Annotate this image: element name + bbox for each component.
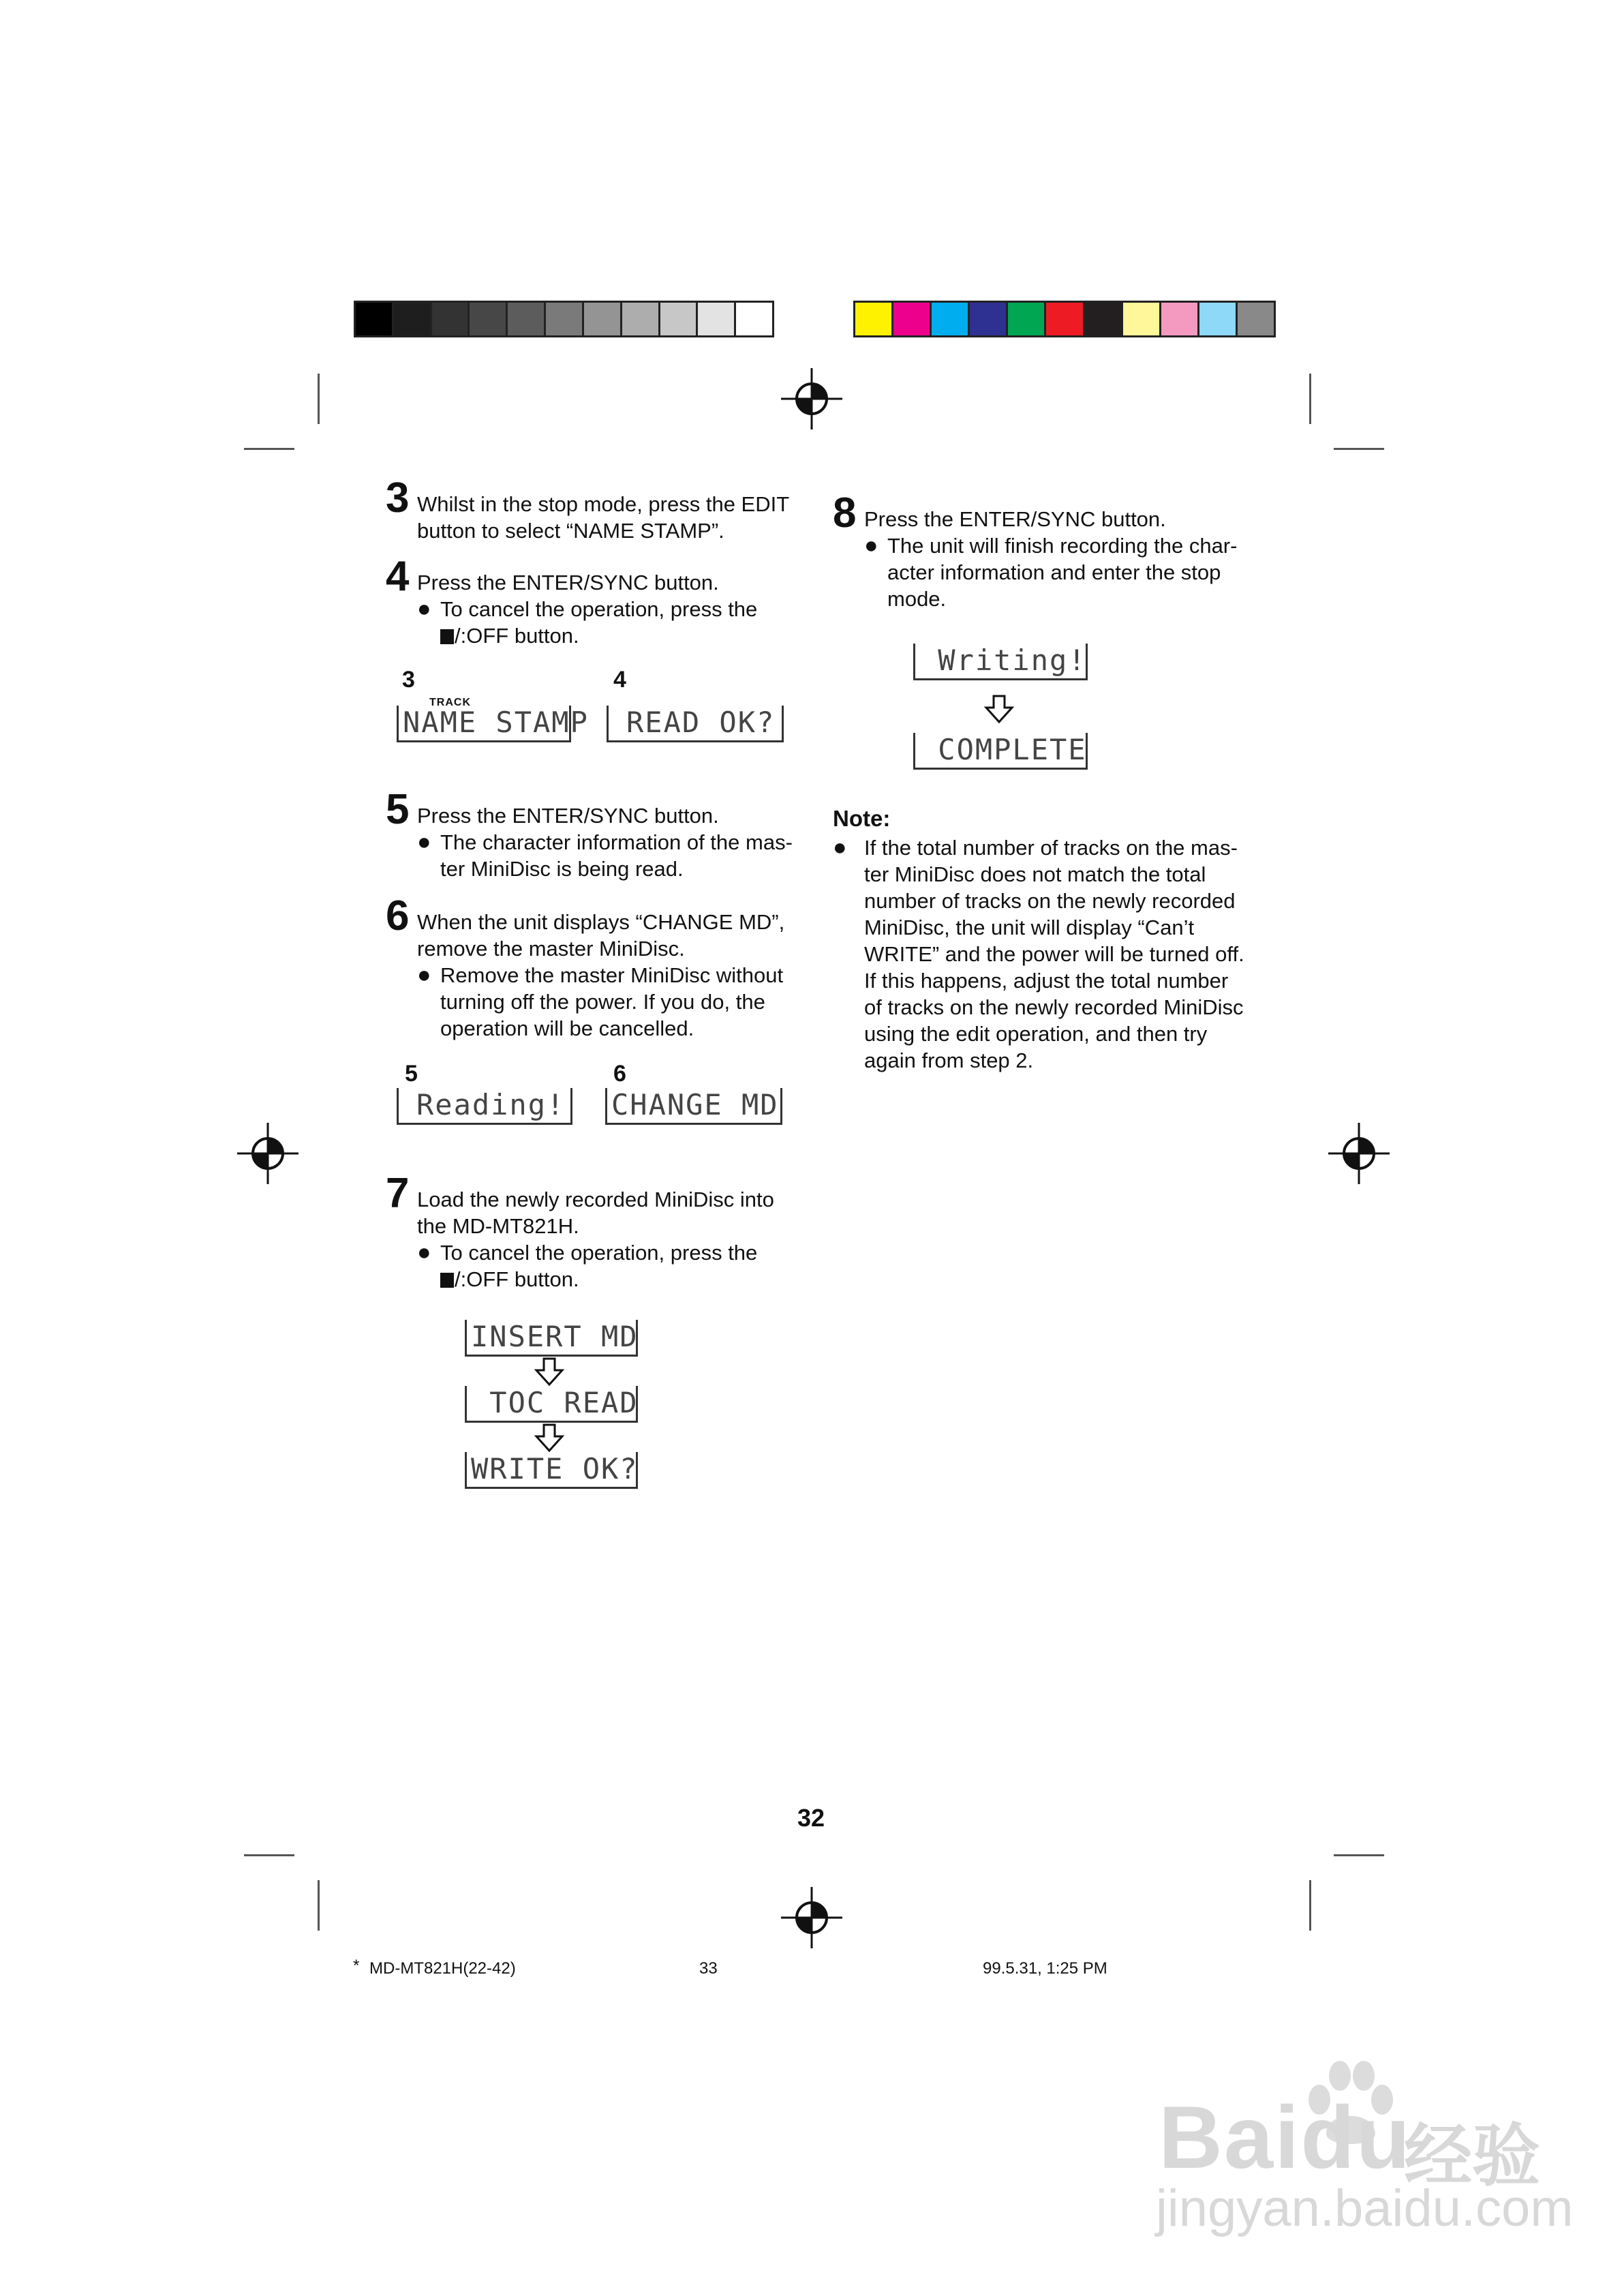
step-number: 6 — [386, 892, 410, 939]
gray-swatch — [432, 303, 470, 335]
note-line: ter MiniDisc does not match the total — [864, 862, 1206, 886]
text-line: the MD-MT821H. — [417, 1214, 579, 1238]
footer-sheet: 33 — [699, 1959, 718, 1978]
step-5-text: Press the ENTER/SYNC button. — [417, 804, 719, 828]
note-text — [864, 834, 1244, 1074]
watermark-cn: 经验 — [1404, 2118, 1540, 2194]
watermark-url: jingyan.baidu.com — [1156, 2179, 1574, 2237]
note-heading: Note: — [833, 806, 891, 831]
gray-swatch — [584, 303, 622, 335]
bullet-line: Remove the master MiniDisc without — [440, 963, 784, 987]
display-label: 6 — [613, 1061, 626, 1087]
trim-mark — [1334, 448, 1384, 450]
bullet-line: /:OFF button. — [455, 1267, 579, 1291]
bullet-line: To cancel the operation, press the — [440, 597, 758, 621]
stop-square-icon — [440, 629, 454, 644]
track-indicator: TRACK — [429, 697, 471, 708]
gray-swatch — [356, 303, 394, 335]
step-3-text: Whilst in the stop mode, press the EDIT button to select “NAME STAMP”. — [417, 492, 789, 543]
gray-swatch — [394, 303, 432, 335]
step-7-text — [417, 1186, 812, 1239]
lcd-display-write-ok: WRITE OK? — [465, 1452, 638, 1489]
registration-target-icon — [1328, 1123, 1390, 1184]
display-label: 4 — [613, 667, 626, 693]
bullet-icon: ● — [417, 1239, 431, 1265]
color-swatch — [1161, 303, 1199, 335]
step-4-text: Press the ENTER/SYNC button. — [417, 571, 719, 594]
step-number: 3 — [386, 474, 410, 522]
gray-swatch — [622, 303, 660, 335]
gray-swatch — [698, 303, 736, 335]
note-line: of tracks on the newly recorded MiniDisc — [864, 995, 1244, 1019]
step-number: 7 — [386, 1170, 410, 1217]
bullet-line: To cancel the operation, press the — [440, 1241, 758, 1265]
trim-mark — [1309, 374, 1311, 424]
gray-swatch — [736, 303, 772, 335]
stop-square-icon — [440, 1273, 454, 1288]
step-7-bullet — [417, 1239, 799, 1294]
bullet-icon: ● — [864, 532, 878, 558]
gray-swatch — [470, 303, 508, 335]
display-label: 3 — [402, 667, 415, 693]
lcd-display-3: NAME STAMP — [397, 706, 571, 742]
trim-mark — [1309, 1880, 1311, 1931]
note-line: WRITE” and the power will be turned off. — [864, 942, 1244, 966]
registration-target-icon — [237, 1123, 299, 1184]
lcd-display-6: CHANGE MD — [605, 1088, 782, 1125]
color-swatch — [893, 303, 932, 335]
footer-date: 99.5.31, 1:25 PM — [983, 1959, 1107, 1978]
note-line: MiniDisc, the unit will display “Can’t — [864, 916, 1195, 939]
step-number: 5 — [386, 786, 410, 833]
note-line: If the total number of tracks on the mas- — [864, 836, 1238, 860]
lcd-display-5: Reading! — [397, 1088, 572, 1125]
bullet-icon: ● — [417, 596, 431, 622]
registration-target-icon — [781, 1887, 842, 1948]
color-swatch — [1123, 303, 1161, 335]
footer-file: MD-MT821H(22-42) — [369, 1959, 516, 1978]
bullet-icon: ● — [417, 829, 431, 855]
trim-mark — [318, 374, 320, 424]
gray-swatch — [508, 303, 546, 335]
text-line: When the unit displays “CHANGE MD”, — [417, 910, 785, 934]
note-bullet — [833, 834, 1255, 1080]
step-number: 8 — [833, 489, 857, 537]
down-arrow-icon — [534, 1423, 564, 1453]
gray-swatch — [546, 303, 584, 335]
bullet-line: /:OFF button. — [455, 624, 579, 648]
step-8-bullet — [864, 532, 1253, 614]
step-8-text: Press the ENTER/SYNC button. — [864, 507, 1166, 531]
note-line: again from step 2. — [864, 1048, 1034, 1072]
trim-mark — [244, 448, 294, 450]
bullet-line: The character information of the mas- — [440, 830, 793, 854]
step-4-bullet — [417, 596, 799, 650]
color-swatch — [1199, 303, 1238, 335]
color-swatch — [1046, 303, 1084, 335]
trim-mark — [318, 1880, 320, 1931]
display-label: 5 — [405, 1061, 418, 1087]
bullet-line: turning off the power. If you do, the — [440, 990, 765, 1014]
step-6-bullet — [417, 962, 812, 1044]
watermark-brand: Baidu — [1159, 2087, 1412, 2187]
lcd-display-writing: Writing! — [913, 644, 1088, 680]
lcd-display-insert-md: INSERT MD — [465, 1320, 638, 1357]
lcd-display-4: READ OK? — [607, 706, 784, 742]
lcd-display-toc-read: TOC READ — [465, 1386, 638, 1423]
color-swatch — [932, 303, 970, 335]
color-swatch — [970, 303, 1008, 335]
bullet-line: mode. — [887, 587, 947, 611]
footer-star: * — [353, 1957, 360, 1975]
note-line: using the edit operation, and then try — [864, 1022, 1208, 1046]
color-swatch — [1085, 303, 1123, 335]
bullet-line: ter MiniDisc is being read. — [440, 857, 684, 881]
step-6-text — [417, 909, 812, 962]
text-line: Load the newly recorded MiniDisc into — [417, 1188, 774, 1211]
note-line: If this happens, adjust the total number — [864, 969, 1229, 993]
grayscale-calibration-bar — [354, 301, 774, 337]
gray-swatch — [660, 303, 699, 335]
registration-target-icon — [781, 368, 842, 429]
color-swatch — [855, 303, 893, 335]
note-line: number of tracks on the newly recorded — [864, 889, 1236, 913]
trim-mark — [244, 1854, 294, 1856]
page-number: 32 — [797, 1804, 825, 1832]
bullet-line: acter information and enter the stop — [887, 560, 1221, 584]
lcd-display-complete: COMPLETE — [913, 733, 1088, 770]
color-swatch — [1008, 303, 1046, 335]
color-calibration-bar — [853, 301, 1276, 337]
down-arrow-icon — [984, 694, 1014, 724]
color-swatch — [1238, 303, 1274, 335]
text-line: remove the master MiniDisc. — [417, 937, 685, 961]
bullet-line: operation will be cancelled. — [440, 1016, 694, 1040]
bullet-icon: ● — [833, 834, 847, 860]
down-arrow-icon — [534, 1357, 564, 1387]
bullet-icon: ● — [417, 962, 431, 988]
trim-mark — [1334, 1854, 1384, 1856]
step-number: 4 — [386, 553, 410, 600]
bullet-line: The unit will finish recording the char- — [887, 534, 1238, 558]
step-5-bullet — [417, 829, 812, 883]
